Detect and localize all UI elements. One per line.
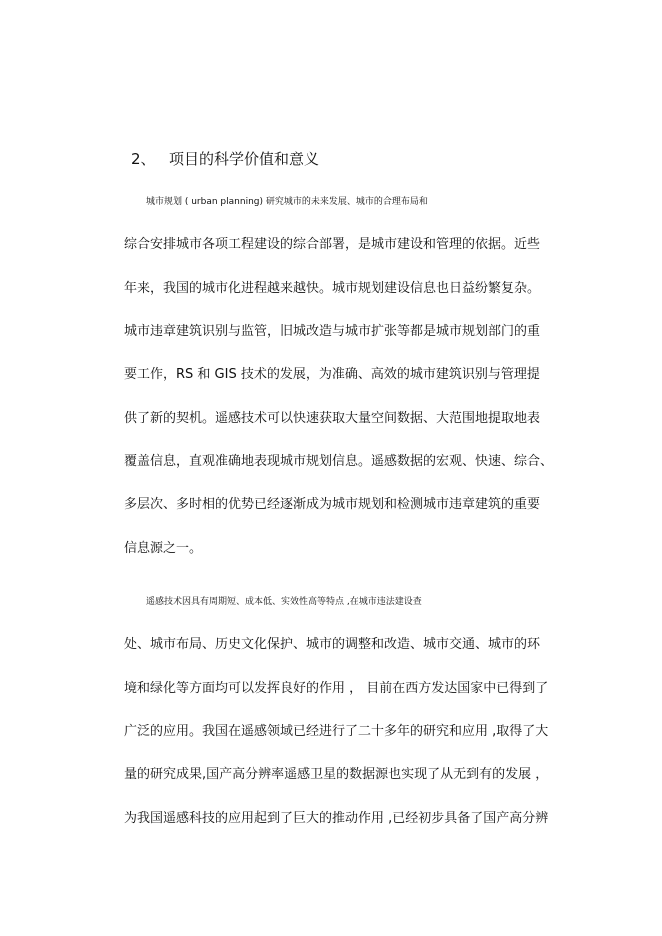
section-heading — [131, 148, 319, 170]
paragraph-2-line-4: 广泛的应用。我国在遥感领域已经进行了二十多年的研究和应用 ,取得了大 — [124, 724, 549, 739]
paragraph-2-line-2: 处、城市布局、历史文化保护、城市的调整和改造、城市交通、城市的环 — [124, 637, 541, 652]
paragraph-1-line-3: 年来，我国的城市化进程越来越快。城市规划建设信息也日益纷繁复杂。 — [124, 281, 541, 296]
paragraph-1-line-7: 覆盖信息，直观准确地表现城市规划信息。遥感数据的宏观、快速、综合、 — [124, 454, 554, 469]
paragraph-1-line-9: 信息源之一。 — [124, 541, 203, 556]
paragraph-1-line-1: 城市规划 ( urban planning) 研究城市的未来发展、城市的合理布局和 — [146, 197, 428, 207]
paragraph-1-line-8: 多层次、多时相的优势已经逐渐成为城市规划和检测城市违章建筑的重要 — [124, 497, 541, 512]
paragraph-2-line-5: 量的研究成果,国产高分辨率遥感卫星的数据源也实现了从无到有的发展 ， — [124, 767, 549, 782]
paragraph-1-line-6: 供了新的契机。遥感技术可以快速获取大量空间数据、大范围地提取地表 — [124, 411, 541, 426]
paragraph-1-line-2: 综合安排城市各项工程建设的综合部署，是城市建设和管理的依据。近些 — [124, 237, 541, 252]
paragraph-2-line-1: 遥感技术因具有周期短、成本低、实效性高等特点 ,在城市违法建设查 — [146, 597, 422, 607]
paragraph-1-line-5: 要工作，RS 和 GIS 技术的发展，为准确、高效的城市建筑识别与管理提 — [124, 367, 540, 382]
paragraph-2-line-3: 境和绿化等方面均可以发挥良好的作用 ， 目前在西方发达国家中已得到了 — [124, 681, 549, 696]
section-number: 2、 — [131, 150, 156, 168]
paragraph-1-line-4: 城市违章建筑识别与监管，旧城改造与城市扩张等都是城市规划部门的重 — [124, 324, 541, 339]
paragraph-2-line-6: 为我国遥感科技的应用起到了巨大的推动作用 ,已经初步具备了国产高分辨 — [124, 811, 549, 826]
section-title: 项目的科学价值和意义 — [169, 150, 320, 168]
